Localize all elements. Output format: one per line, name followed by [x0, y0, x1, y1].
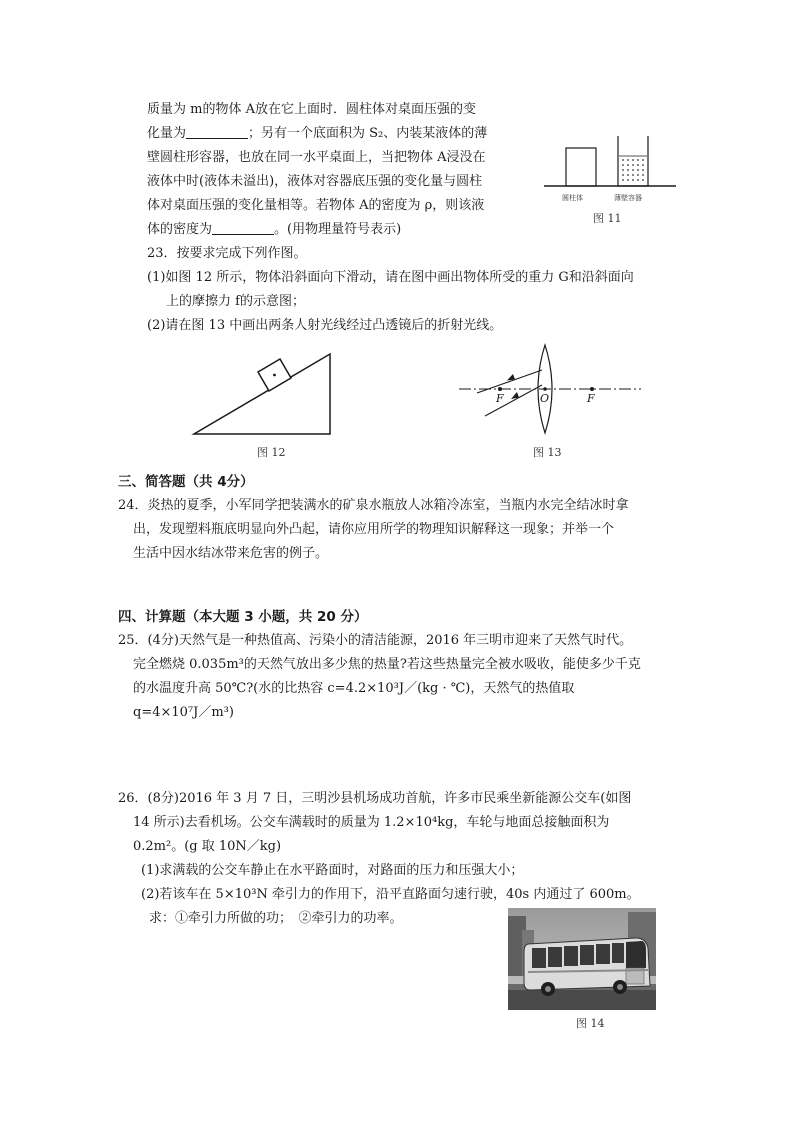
fig11-label-cylinder: 圆柱体	[562, 194, 583, 202]
q24-line-3: 生活中因水结冰带来危害的例子。	[133, 546, 329, 561]
q22-line-6-end: 。(用物理量符号表示)	[274, 222, 402, 237]
q22-line-3: 壁圆柱形容器，也放在同一水平桌面上，当把物体 A浸没在	[147, 150, 486, 165]
q22-line-1: 质量为 m的物体 A放在它上面时．圆柱体对桌面压强的变	[147, 102, 476, 117]
fig13-label-o: O	[540, 392, 550, 405]
figure-12[interactable]	[190, 340, 340, 440]
q22-line-2-start: 化量为	[147, 126, 187, 141]
q26-line-5: (2)若该车在 5×10³N 牵引力的作用下，沿平直路面匀速行驶，40s 内通过了 600m。	[141, 887, 640, 902]
q22-line-4: 液体中时(液体未溢出)，液体对容器底压强的变化量与圆柱	[147, 174, 483, 189]
q23-part2: (2)请在图 13 中画出两条人射光线经过凸透镜后的折射光线。	[147, 318, 503, 333]
q22-line-2	[147, 123, 487, 145]
q23-part1-line1: (1)如图 12 所示，物体沿斜面向下滑动，请在图中画出物体所受的重力 G和沿斜面向	[147, 270, 634, 285]
q26-line-6: 求：①牵引力所做的功； ②牵引力的功率。	[149, 911, 403, 926]
fig14-caption: 图 14	[576, 1017, 605, 1030]
fig13-label-f-left: F	[496, 392, 504, 405]
q23-title: 23．按要求完成下列作图。	[147, 246, 307, 261]
q26-line-1: 26．(8分)2016 年 3 月 7 日，三明沙县机场成功首航，许多市民乘坐新能源公交车(如图	[118, 791, 632, 806]
fig13-caption: 图 13	[533, 446, 562, 459]
q22-line-6-start: 体的密度为	[147, 222, 213, 237]
section-3-heading: 三、简答题（共 4分）	[118, 474, 254, 490]
section-4-heading: 四、计算题（本大题 3 小题，共 20 分）	[118, 609, 368, 625]
figure-14-bus-photo	[508, 908, 656, 1010]
q26-line-2: 14 所示)去看机场。公交车满载时的质量为 1.2×10⁴kg，车轮与地面总接触面积为	[133, 815, 610, 830]
q23-part1-line2: 上的摩擦力 f的示意图；	[166, 294, 305, 309]
q26-line-4: (1)求满载的公交车静止在水平路面时，对路面的压力和压强大小；	[141, 863, 524, 878]
q26-line-3: 0.2m²。(g 取 10N／kg)	[133, 839, 282, 854]
q25-line-3: 的水温度升高 50℃?(水的比热容 c=4.2×10³J／(kg · ℃)，天然气的热值取	[133, 681, 575, 696]
q25-line-2: 完全燃烧 0.035m³的天然气放出多少焦的热量?若这些热量完全被水吸收，能使多少千克	[133, 657, 641, 672]
answer-blank-2[interactable]	[212, 220, 274, 235]
q25-line-4: q=4×10⁷J／m³)	[133, 705, 234, 720]
fig11-caption: 图 11	[593, 212, 622, 225]
q24-line-2: 出，发现塑料瓶底明显向外凸起，请你应用所学的物理知识解释这一现象；并举一个	[133, 522, 615, 537]
q24-line-1: 24．炎热的夏季，小军同学把装满水的矿泉水瓶放人冰箱冷冻室，当瓶内水完全结冰时拿	[118, 498, 629, 513]
q22-line-6	[147, 219, 401, 241]
fig11-label-container: 薄壁容器	[614, 194, 642, 202]
fig13-label-f-right: F	[587, 392, 595, 405]
q22-line-2-end: ；另有一个底面积为 S₂、内装某液体的薄	[248, 126, 488, 141]
answer-blank-1[interactable]	[186, 124, 248, 139]
figure-11	[540, 132, 680, 194]
q22-line-5: 体对桌面压强的变化量相等。若物体 A的密度为 ρ，则该液	[147, 198, 485, 213]
q25-line-1: 25．(4分)天然气是一种热值高、污染小的清洁能源，2016 年三明市迎来了天然气时代。	[118, 633, 633, 648]
figure-13[interactable]	[455, 340, 645, 440]
fig12-caption: 图 12	[257, 446, 286, 459]
